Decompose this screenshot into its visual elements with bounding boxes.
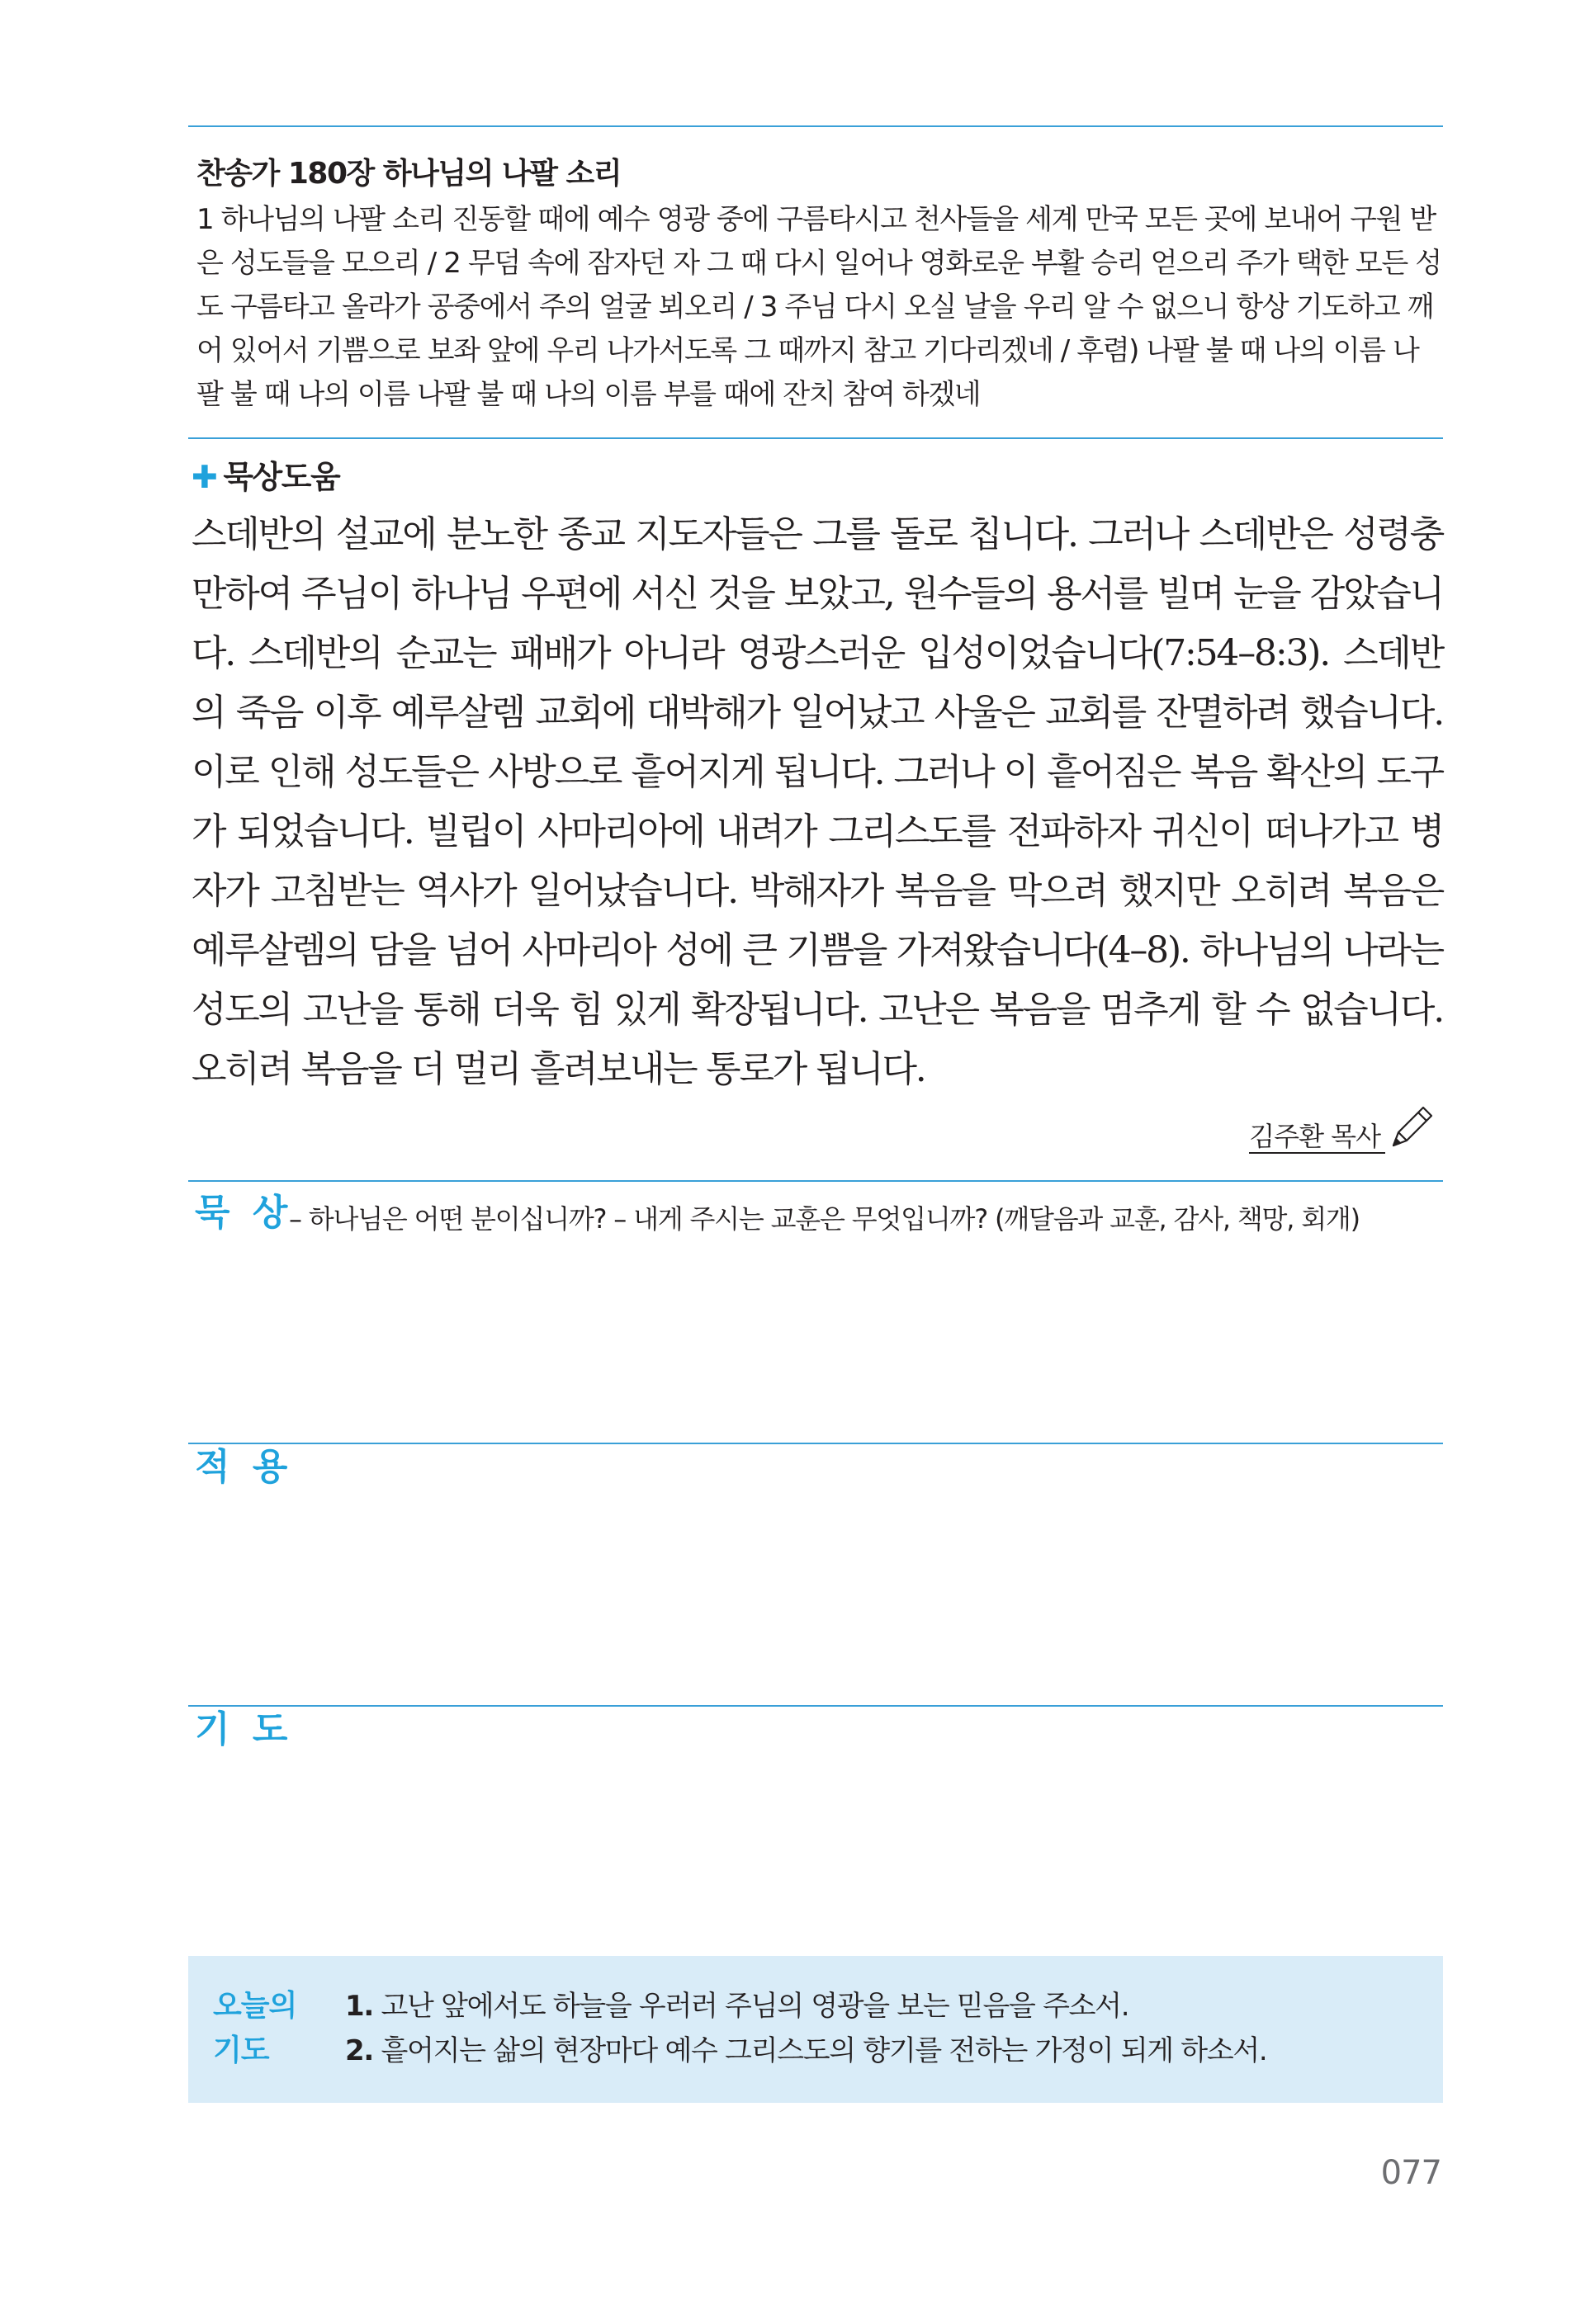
prayer-item-number: 1. <box>345 1990 373 2023</box>
top-rule <box>188 125 1443 127</box>
author-name: 김주환 목사 <box>1249 1121 1385 1154</box>
todays-prayer-box <box>188 1956 1443 2103</box>
prayer-item-number: 2. <box>345 2034 373 2067</box>
todays-prayer-label-line1: 오늘의 <box>213 1989 297 2023</box>
hymn-title: 찬송가 180장 하나님의 나팔 소리 <box>196 157 622 191</box>
application-top-rule <box>188 1443 1443 1444</box>
pencil-icon <box>1385 1103 1436 1154</box>
meditation-label: 묵 상 <box>195 1192 293 1234</box>
application-label: 적 용 <box>195 1446 293 1488</box>
prayer-item-text: 고난 앞에서도 하늘을 우러러 주님의 영광을 보는 믿음을 주소서. <box>381 1990 1129 2023</box>
todays-prayer-label <box>213 1984 296 2073</box>
prayer-item <box>345 2029 1266 2073</box>
meditation-top-rule <box>188 1180 1443 1182</box>
prayer-item <box>345 1984 1266 2029</box>
hymn-lyrics: 1 하나님의 나팔 소리 진동할 때에 예수 영광 중에 구름타시고 천사들을 세계 만국 모든 곳에 보내어 구원 받은 성도들을 모으리 / 2 무덤 속에 잠자던 자 그 때 다시 일어나 영화로운 부활 승리 얻으리 주가 택한 모든 성도 구름타고 올라가 공중에서 주의 얼굴 뵈오리 / 3 주님 다시 오실 날을 우리 알 수 없으니 항상 기도하고 깨어 있어서 기쁨으로 보좌 앞에 우리 나가서도록 그 때까지 참고 기다리겠네 / 후렴) 나팔 불 때 나의 이름 나팔 불 때 나의 이름 나팔 불 때 나의 이름 부를 때에 잔치 참여 하겠네 <box>196 203 1441 411</box>
prayer-top-rule <box>188 1705 1443 1707</box>
meditation-help-heading <box>192 454 339 500</box>
plus-icon: ✚ <box>192 459 217 495</box>
prayer-item-text: 흩어지는 삶의 현장마다 예수 그리스도의 향기를 전하는 가정이 되게 하소서. <box>381 2034 1267 2067</box>
todays-prayer-list <box>345 1984 1266 2073</box>
page-number: 077 <box>1380 2154 1441 2192</box>
meditation-guide: – 하나님은 어떤 분이십니까? – 내게 주시는 교훈은 무엇입니까? (깨달음과 교훈, 감사, 책망, 회개) <box>289 1203 1360 1235</box>
meditation-help-text: 스데반의 설교에 분노한 종교 지도자들은 그를 돌로 칩니다. 그러나 스데반은 성령충만하여 주님이 하나님 우편에 서신 것을 보았고, 원수들의 용서를 빌며 눈을 감았습니다. 스데반의 순교는 패배가 아니라 영광스러운 입성이었습니다(7:54–8:3). 스데반의 죽음 이후 예루살렘 교회에 대박해가 일어났고 사울은 교회를 잔멸하려 했습니다. 이로 인해 성도들은 사방으로 흩어지게 됩니다. 그러나 이 흩어짐은 복음 확산의 도구가 되었습니다. 빌립이 사마리아에 내려가 그리스도를 전파하자 귀신이 떠나가고 병자가 고침받는 역사가 일어났습니다. 박해자가 복음을 막으려 했지만 오히려 복음은 예루살렘의 담을 넘어 사마리아 성에 큰 기쁨을 가져왔습니다(4–8). 하나님의 나라는 성도의 고난을 통해 더욱 힘 있게 확장됩니다. 고난은 복음을 멈추게 할 수 없습니다. 오히려 복음을 더 멀리 흘려보내는 통로가 됩니다. <box>192 513 1443 1090</box>
meditation-help-title: 묵상도움 <box>223 459 340 495</box>
todays-prayer-label-line2: 기도 <box>213 2034 269 2067</box>
hymn-bottom-rule <box>188 437 1443 439</box>
author-signature <box>1249 1116 1385 1157</box>
prayer-label: 기 도 <box>195 1708 293 1750</box>
